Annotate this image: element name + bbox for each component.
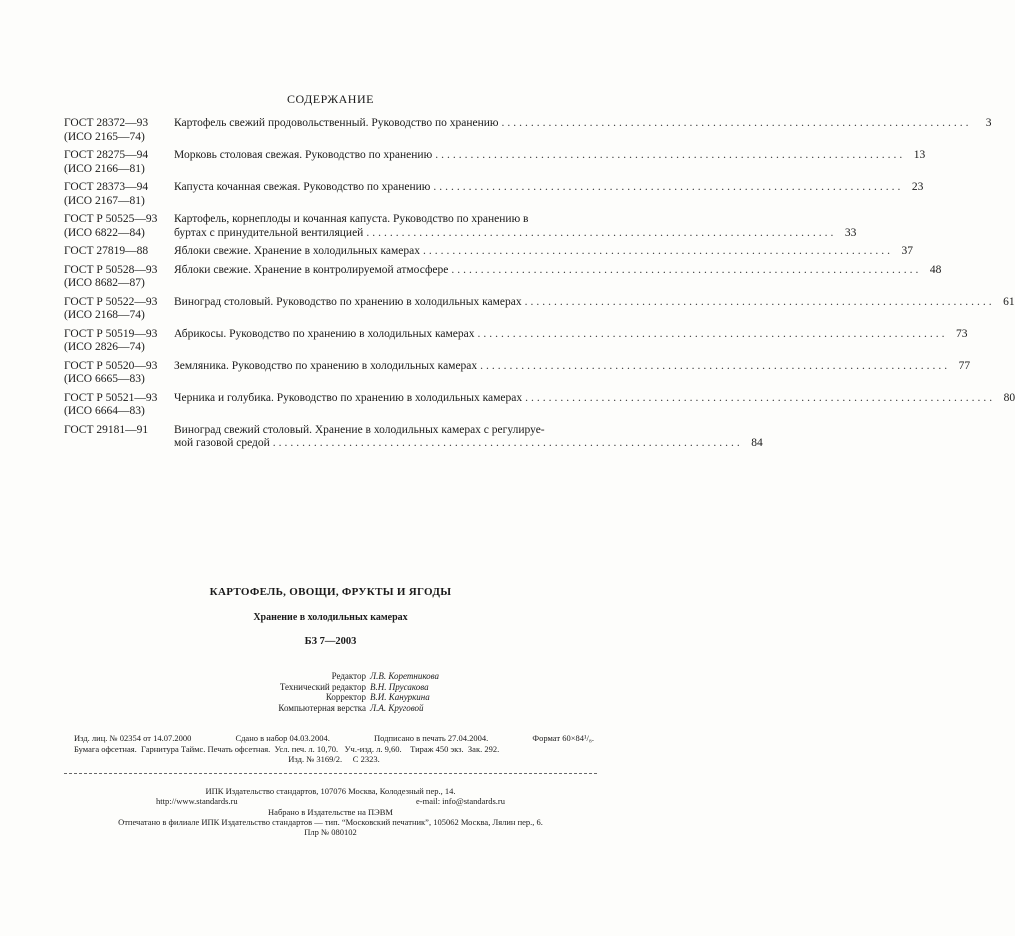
page-number: 48 bbox=[929, 263, 942, 276]
entry-description bbox=[174, 360, 970, 387]
standard-code: ГОСТ 27819—88 bbox=[64, 245, 149, 257]
entry-title-line: Виноград столовый. Руководство по хранению в холодильных камерах bbox=[174, 295, 522, 308]
toc-entry bbox=[64, 423, 763, 451]
imprint-row-3: Изд. № 3169/2. С 2323. bbox=[288, 754, 380, 764]
standard-code: (ИСО 2166—81) bbox=[64, 162, 145, 175]
divider bbox=[64, 773, 597, 774]
entry-title-line: Картофель свежий продовольственный. Руководство по хранению bbox=[174, 117, 499, 129]
toc-entry bbox=[64, 391, 1015, 419]
credit-role: Редактор bbox=[331, 671, 366, 681]
dot-leader: ................................................................................ bbox=[433, 181, 904, 193]
page-number: 84 bbox=[751, 437, 763, 449]
toc-entry bbox=[64, 149, 926, 176]
entry-description bbox=[174, 392, 1015, 419]
publisher-email: e-mail: info@standards.ru bbox=[415, 796, 506, 807]
standard-code: ГОСТ Р 50525—93 bbox=[64, 213, 158, 225]
standard-codes bbox=[64, 296, 174, 323]
publisher-website: http://www.standards.ru bbox=[155, 796, 238, 807]
standard-code: ГОСТ Р 50520—93 bbox=[64, 359, 158, 372]
entry-description bbox=[174, 213, 856, 240]
standard-code: (ИСО 2167—81) bbox=[64, 194, 145, 207]
standard-code: (ИСО 2165—74) bbox=[64, 130, 145, 143]
imprint-typeset-date: Сдано в набор 04.03.2004. bbox=[235, 733, 330, 743]
entry-description bbox=[174, 264, 941, 291]
standard-code: ГОСТ 28373—94 bbox=[64, 181, 149, 193]
page-number: 23 bbox=[911, 181, 924, 193]
toc-entry bbox=[64, 117, 992, 144]
credit-role: Технический редактор bbox=[279, 681, 366, 692]
dot-leader: ................................................................................ bbox=[272, 437, 743, 449]
standard-codes bbox=[64, 117, 174, 144]
toc-entry bbox=[64, 213, 857, 240]
entry-title-line: Абрикосы. Руководство по хранению в холодильных камерах bbox=[174, 327, 475, 340]
credit-role: Корректор bbox=[325, 692, 366, 702]
page-number: 80 bbox=[1003, 391, 1015, 404]
standard-code: ГОСТ 29181—91 bbox=[64, 423, 149, 436]
page-number: 3 bbox=[985, 117, 992, 129]
standard-code: (ИСО 2168—74) bbox=[64, 309, 145, 321]
entry-description bbox=[174, 328, 968, 355]
standard-codes bbox=[64, 360, 174, 387]
dot-leader: ................................................................................ bbox=[451, 263, 922, 276]
credit-name: В.Н. Прусакова bbox=[370, 681, 429, 692]
credit-line bbox=[200, 703, 460, 714]
standard-code: ГОСТ 28372—93 bbox=[64, 117, 149, 129]
standard-codes bbox=[64, 392, 174, 419]
entry-title-line: Морковь столовая свежая. Руководство по хранению bbox=[174, 149, 433, 161]
standard-codes bbox=[64, 149, 174, 176]
entry-title-line: Капуста кочанная свежая. Руководство по хранению bbox=[174, 181, 431, 193]
standard-codes bbox=[64, 181, 174, 208]
entry-title-line: Черника и голубика. Руководство по хранению в холодильных камерах bbox=[174, 391, 523, 404]
entry-description bbox=[174, 181, 923, 208]
toc-entry bbox=[64, 295, 1015, 323]
entry-title-line: мой газовой средой bbox=[174, 437, 270, 449]
collection-subtitle: Хранение в холодильных камерах bbox=[253, 612, 408, 623]
standard-codes bbox=[64, 264, 174, 291]
toc-entry bbox=[64, 359, 971, 387]
page-number: 37 bbox=[901, 245, 913, 257]
page-number: 13 bbox=[913, 149, 926, 161]
credits-block bbox=[200, 671, 460, 713]
standard-code: ГОСТ 28275—94 bbox=[64, 149, 149, 161]
credit-name: Л.В. Коретникова bbox=[370, 671, 440, 681]
imprint-row-2: Бумага офсетная. Гарнитура Таймс. Печать офсетная. Усл. печ. л. 10,70. Уч.-изд. л. 9,60. Тираж 450 экз. Зак. 292. bbox=[74, 743, 500, 754]
standard-code: (ИСО 2826—74) bbox=[64, 341, 145, 353]
standard-codes bbox=[64, 424, 174, 451]
entry-description bbox=[174, 149, 925, 176]
standard-code: ГОСТ Р 50528—93 bbox=[64, 263, 158, 276]
standard-codes bbox=[64, 245, 174, 259]
toc-entry bbox=[64, 245, 913, 259]
standard-code: (ИСО 6822—84) bbox=[64, 226, 145, 239]
page-number: 73 bbox=[956, 327, 968, 340]
page-number: 77 bbox=[958, 359, 971, 372]
imprint-row-1 bbox=[74, 733, 594, 744]
imprint-license: Изд. лиц. № 02354 от 14.07.2000 bbox=[74, 733, 192, 743]
entry-description bbox=[174, 296, 1015, 323]
entry-title-line: Земляника. Руководство по хранению в холодильных камерах bbox=[174, 359, 478, 372]
imprint-format: Формат 60×84¹/₈. bbox=[532, 733, 594, 743]
standard-code: ГОСТ Р 50522—93 bbox=[64, 295, 158, 308]
standard-code: (ИСО 6664—83) bbox=[64, 405, 145, 417]
credit-line bbox=[200, 692, 460, 703]
standard-codes bbox=[64, 213, 174, 240]
entry-title-line: Яблоки свежие. Хранение в холодильных камерах bbox=[174, 245, 420, 257]
dot-leader: ................................................................................ bbox=[501, 117, 972, 129]
toc-entry bbox=[64, 327, 968, 355]
entry-description bbox=[174, 424, 763, 451]
standard-code: ГОСТ Р 50521—93 bbox=[64, 391, 158, 404]
imprint-print-date: Подписано в печать 27.04.2004. bbox=[374, 733, 489, 743]
page-number: 61 bbox=[1003, 295, 1015, 308]
dot-leader: ................................................................................ bbox=[524, 295, 995, 308]
credit-line bbox=[200, 682, 460, 693]
toc-title: СОДЕРЖАНИЕ bbox=[287, 92, 374, 106]
typeset-note: Набрано в Издательстве на ПЭВМ bbox=[268, 806, 393, 817]
imprint-block bbox=[74, 733, 594, 765]
credit-line bbox=[200, 671, 460, 682]
print-license: Плр № 080102 bbox=[304, 827, 357, 838]
dot-leader: ................................................................................ bbox=[422, 245, 893, 257]
entry-title-line: Яблоки свежие. Хранение в контролируемой атмосфере bbox=[174, 263, 449, 276]
entry-description bbox=[174, 117, 992, 144]
print-house-note: Отпечатано в филиале ИПК Издательство стандартов — тип. “Московский печатник”, 105062 Москва, Лялин пер., 6. bbox=[118, 816, 543, 827]
page-number: 33 bbox=[844, 226, 857, 239]
dot-leader: ................................................................................ bbox=[480, 359, 951, 372]
publisher-contacts bbox=[0, 796, 661, 806]
dot-leader: ................................................................................ bbox=[435, 149, 906, 161]
standard-code: ГОСТ Р 50519—93 bbox=[64, 327, 158, 340]
dot-leader: ................................................................................ bbox=[525, 391, 996, 404]
credit-name: В.И. Кануркина bbox=[370, 692, 430, 702]
entry-title-line: буртах с принудительной вентиляцией bbox=[174, 226, 364, 239]
entry-title-line: Картофель, корнеплоды и кочанная капуста. Руководство по хранению в bbox=[174, 213, 529, 225]
dot-leader: ................................................................................ bbox=[477, 327, 948, 340]
credit-role: Компьютерная верстка bbox=[278, 702, 366, 713]
credit-name: Л.А. Круговой bbox=[370, 702, 424, 713]
standard-code: (ИСО 8682—87) bbox=[64, 277, 145, 289]
entry-title-line: Виноград свежий столовый. Хранение в холодильных камерах с регулируе- bbox=[174, 423, 545, 436]
entry-description bbox=[174, 245, 913, 259]
toc-entry bbox=[64, 263, 942, 291]
dot-leader: ................................................................................ bbox=[366, 226, 837, 239]
publisher-block bbox=[0, 786, 661, 837]
collection-title: КАРТОФЕЛЬ, ОВОЩИ, ФРУКТЫ И ЯГОДЫ bbox=[209, 586, 452, 598]
standard-code: (ИСО 6665—83) bbox=[64, 373, 145, 385]
toc-entry bbox=[64, 181, 924, 208]
standard-codes bbox=[64, 328, 174, 355]
table-of-contents bbox=[64, 117, 1015, 456]
publisher-address: ИПК Издательство стандартов, 107076 Москва, Колодезный пер., 14. bbox=[205, 786, 456, 796]
collection-code: БЗ 7—2003 bbox=[304, 636, 357, 647]
